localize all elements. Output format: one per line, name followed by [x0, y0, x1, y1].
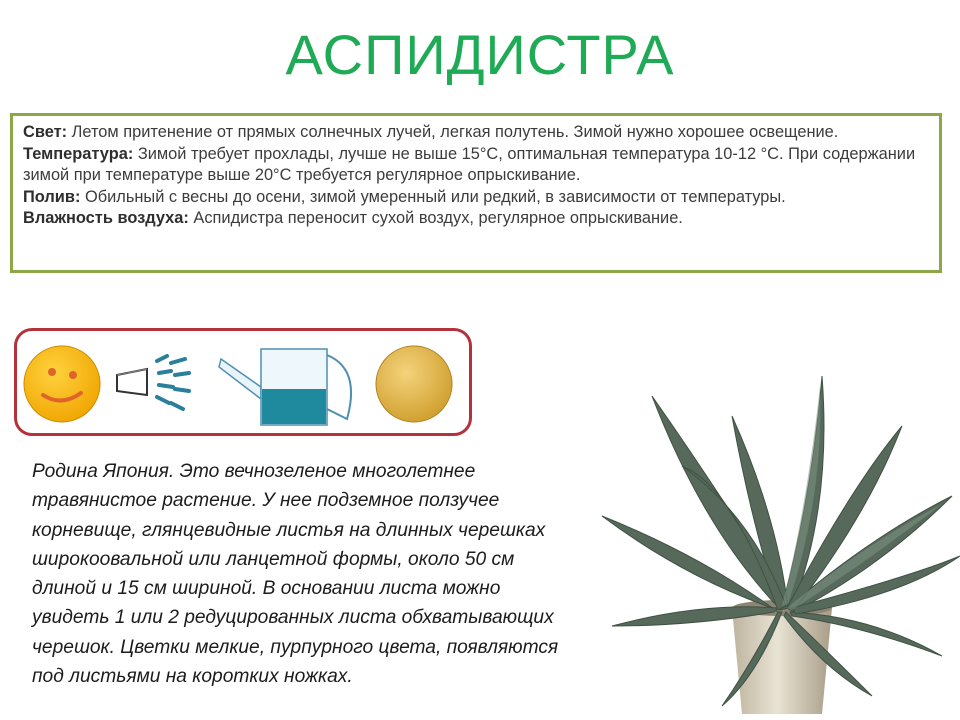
description-line: увидеть 1 или 2 редуцированных листа обхватывающих — [32, 607, 554, 629]
watering-paragraph — [23, 187, 929, 209]
humidity-paragraph — [23, 208, 929, 230]
plant-description — [32, 457, 672, 691]
description-line: черешок. Цветки мелкие, пурпурного цвета, появляются — [32, 636, 559, 658]
description-line: корневище, глянцевидные листья на длинных черешках — [32, 519, 546, 541]
care-conditions-box — [10, 113, 942, 273]
light-text: Летом притенение от прямых солнечных лучей, легкая полутень. Зимой нужно хорошее освещение. — [67, 123, 839, 141]
temperature-text: Зимой требует прохлады, лучше не выше 15°С, оптимальная температура 10-12 °С. При содержании зимой при температуре выше 20°С требуется регулярное опрыскивание. — [23, 144, 916, 184]
smiley-sun-icon — [21, 343, 103, 425]
care-icons-panel — [14, 328, 472, 436]
description-line: травянистое растение. У нее подземное ползучее — [32, 490, 500, 512]
light-label: Свет: — [23, 123, 68, 141]
aspidistra-plant-photo — [582, 376, 960, 720]
light-paragraph — [23, 122, 929, 144]
page-title: АСПИДИСТРА — [285, 23, 675, 86]
temperature-paragraph — [23, 144, 929, 187]
description-line: Родина Япония. Это вечнозеленое многолетнее — [32, 461, 476, 482]
watering-can-icon — [215, 339, 363, 431]
humidity-text: Аспидистра переносит сухой воздух, регулярное опрыскивание. — [188, 209, 683, 227]
temperature-label: Температура: — [23, 144, 134, 163]
watering-text: Обильный с весны до осени, зимой умеренный или редкий, в зависимости от температуры. — [80, 187, 786, 206]
watering-label: Полив: — [23, 187, 81, 206]
description-line: длиной и 15 см шириной. В основании листа можно — [32, 578, 501, 600]
golden-circle-icon — [373, 343, 455, 425]
humidity-label: Влажность воздуха: — [23, 209, 189, 227]
spray-icon — [109, 351, 197, 421]
description-line: под листьями на коротких ножках. — [32, 666, 353, 688]
description-line: широкоовальной или ланцетной формы, около 50 см — [32, 548, 515, 570]
